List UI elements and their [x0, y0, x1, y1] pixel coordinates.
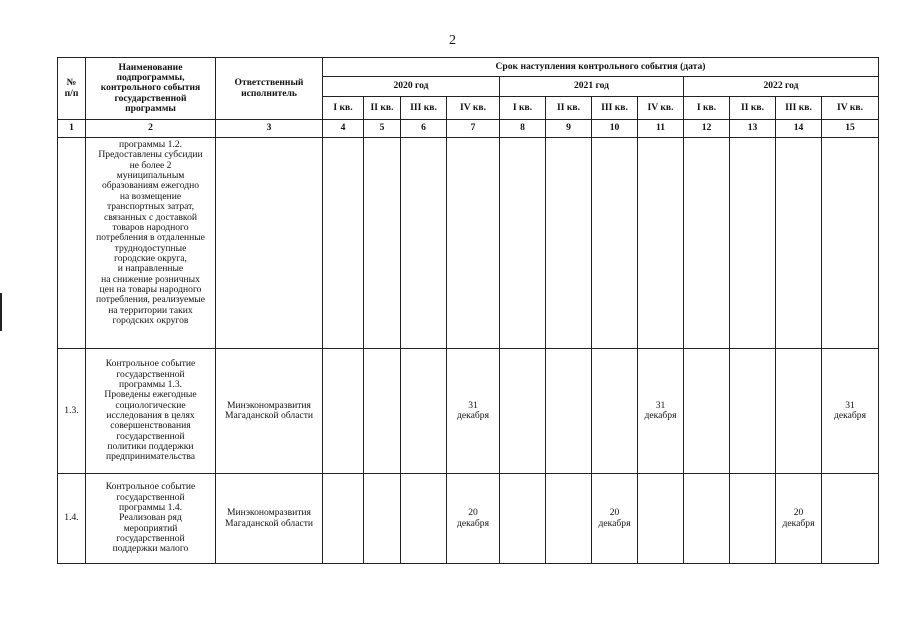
quarter-date-cell: 31 декабря [638, 349, 684, 474]
quarter-date-cell [592, 349, 638, 474]
column-number: 12 [684, 120, 730, 138]
header-name: Наименование подпрограммы, контрольного события государственной программы [86, 58, 216, 120]
row-num: 1.3. [58, 349, 86, 474]
row-name: Контрольное событие государственной программы 1.3. Проведены ежегодные социологические исследования в целях совершенствования государственной политики поддержки предпринимательства [86, 349, 216, 474]
header-quarter: I кв. [684, 97, 730, 120]
quarter-date-cell [364, 474, 401, 564]
header-year-2022: 2022 год [684, 77, 879, 97]
quarter-date-cell [546, 138, 592, 349]
quarter-date-cell [684, 474, 730, 564]
header-quarter: III кв. [592, 97, 638, 120]
quarter-date-cell [500, 138, 546, 349]
column-number: 11 [638, 120, 684, 138]
quarter-date-cell [546, 349, 592, 474]
header-quarter: IV кв. [447, 97, 500, 120]
header-year-2020: 2020 год [323, 77, 500, 97]
column-number: 3 [216, 120, 323, 138]
quarter-date-cell [730, 349, 776, 474]
column-number: 8 [500, 120, 546, 138]
column-number: 14 [776, 120, 822, 138]
quarter-date-cell: 20 декабря [776, 474, 822, 564]
quarter-date-cell [364, 138, 401, 349]
page-number: 2 [449, 33, 456, 48]
header-quarter: IV кв. [638, 97, 684, 120]
row-num [58, 138, 86, 349]
quarter-date-cell: 20 декабря [447, 474, 500, 564]
table-row [58, 349, 879, 474]
column-number: 5 [364, 120, 401, 138]
quarter-date-cell [401, 474, 447, 564]
quarter-date-cell [822, 474, 879, 564]
quarter-date-cell [401, 138, 447, 349]
quarter-date-cell [500, 474, 546, 564]
quarter-date-cell [401, 349, 447, 474]
quarter-date-cell [822, 138, 879, 349]
column-number: 1 [58, 120, 86, 138]
header-num: № п/п [58, 58, 86, 120]
quarter-date-cell [447, 138, 500, 349]
quarter-date-cell [638, 138, 684, 349]
header-quarter: IV кв. [822, 97, 879, 120]
header-quarter: III кв. [401, 97, 447, 120]
quarter-date-cell [684, 138, 730, 349]
column-number: 6 [401, 120, 447, 138]
quarter-date-cell [776, 138, 822, 349]
control-events-table [57, 57, 879, 564]
column-number: 10 [592, 120, 638, 138]
row-num: 1.4. [58, 474, 86, 564]
quarter-date-cell [323, 349, 364, 474]
column-number: 9 [546, 120, 592, 138]
row-executor: Минэкономразвития Магаданской области [216, 349, 323, 474]
quarter-date-cell: 20 декабря [592, 474, 638, 564]
header-executor: Ответственный исполнитель [216, 58, 323, 120]
header-quarter: III кв. [776, 97, 822, 120]
quarter-date-cell [638, 474, 684, 564]
header-quarter: I кв. [500, 97, 546, 120]
quarter-date-cell [730, 138, 776, 349]
column-number: 13 [730, 120, 776, 138]
quarter-date-cell [546, 474, 592, 564]
header-quarter: II кв. [546, 97, 592, 120]
quarter-date-cell [323, 474, 364, 564]
quarter-date-cell [730, 474, 776, 564]
row-executor [216, 138, 323, 349]
header-quarter: I кв. [323, 97, 364, 120]
quarter-date-cell [500, 349, 546, 474]
quarter-date-cell [323, 138, 364, 349]
header-deadline: Срок наступления контрольного события (дата) [323, 58, 879, 77]
margin-mark [0, 293, 2, 331]
column-number: 7 [447, 120, 500, 138]
quarter-date-cell [776, 349, 822, 474]
quarter-date-cell [364, 349, 401, 474]
table-row [58, 138, 879, 349]
quarter-date-cell [592, 138, 638, 349]
column-number: 2 [86, 120, 216, 138]
row-name: программы 1.2. Предоставлены субсидии не более 2 муниципальным образованиям ежегодно на возмещение транспортных затрат, связанных с доставкой товаров народного потребления в отдаленные труднодоступные городские округа, и направленные на снижение розничных цен на товары народного потребления, реализуемые на территории таких городских округов [86, 138, 216, 349]
row-name: Контрольное событие государственной программы 1.4. Реализован ряд мероприятий государственной поддержки малого [86, 474, 216, 564]
table-row [58, 474, 879, 564]
quarter-date-cell: 31 декабря [822, 349, 879, 474]
column-number: 4 [323, 120, 364, 138]
quarter-date-cell [684, 349, 730, 474]
quarter-date-cell: 31 декабря [447, 349, 500, 474]
header-quarter: II кв. [364, 97, 401, 120]
column-number: 15 [822, 120, 879, 138]
header-quarter: II кв. [730, 97, 776, 120]
header-year-2021: 2021 год [500, 77, 684, 97]
row-executor: Минэкономразвития Магаданской области [216, 474, 323, 564]
